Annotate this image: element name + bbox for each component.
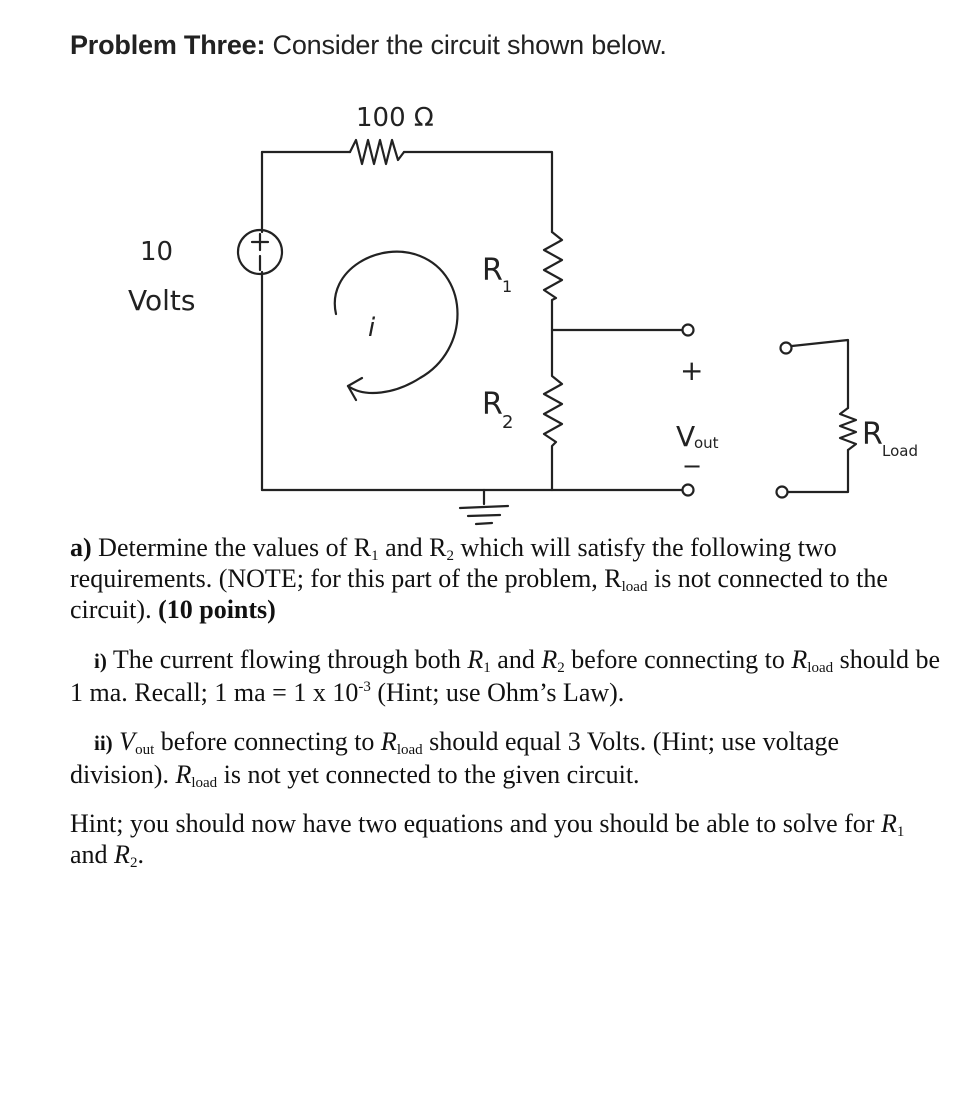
current-label: i [368, 313, 376, 343]
problem-title-rest: Consider the circuit shown below. [265, 30, 667, 60]
ground-line-2 [468, 515, 500, 516]
rload-zigzag [840, 408, 856, 450]
requirement-ii-paragraph [70, 726, 940, 790]
requirement-i-paragraph [70, 644, 940, 708]
requirement-i-exponent: -3 [358, 679, 371, 695]
part-a-subscript: 2 [446, 548, 454, 564]
hint-var: R [114, 840, 130, 869]
source-label-line1: 10 [140, 237, 174, 267]
circuit-diagram [0, 0, 964, 540]
requirement-i-subscript: 1 [483, 660, 491, 676]
part-a-subscript: 1 [371, 548, 379, 564]
problem-title-bold: Problem Three: [70, 30, 266, 60]
rload-top-terminal [781, 343, 792, 354]
part-a-text: and R [378, 533, 447, 562]
top-wire-right [404, 152, 552, 232]
part-a-points: (10 points) [158, 595, 276, 624]
r2-subscript: 2 [502, 412, 514, 433]
part-a-subscript: load [621, 579, 648, 595]
hint-text: . [137, 840, 144, 869]
hint-subscript: 2 [129, 855, 138, 871]
rload-bottom-wire [788, 450, 848, 492]
r1-label: R [482, 253, 503, 288]
part-a-text: which will satisfy the following two requirements. (NOTE; for this part of the problem, R [70, 533, 837, 593]
rload-subscript: Load [882, 442, 918, 460]
requirement-ii-subscript: load [191, 775, 218, 791]
requirement-i-subscript: 2 [557, 660, 565, 676]
requirement-ii-var: R [380, 727, 397, 756]
vout-minus-terminal [683, 485, 694, 496]
vout-plus-terminal [683, 325, 694, 336]
requirement-ii-text: is not yet connected to the given circuit. [217, 760, 640, 789]
r1-zigzag [544, 232, 562, 330]
hint-subscript: 1 [896, 824, 905, 840]
vout-subscript: out [694, 434, 719, 452]
requirement-i-text: should be 1 ma. Recall; 1 ma = 1 x 10 [70, 645, 941, 707]
requirement-ii-var: R [175, 760, 192, 789]
hint-paragraph [70, 808, 940, 870]
hint-text: and [70, 840, 115, 869]
requirement-ii-var: V [119, 727, 136, 756]
part-a-paragraph [70, 532, 940, 625]
rload-label: R [862, 417, 883, 452]
current-loop-arrow [335, 252, 458, 393]
r1-subscript: 1 [502, 277, 513, 296]
top-resistor-label: 100 Ω [356, 103, 434, 133]
ground-line-1 [460, 506, 508, 508]
part-a-label: a) [70, 533, 92, 562]
vout-minus-label: − [682, 452, 703, 480]
r2-zigzag [544, 330, 562, 490]
ground-line-3 [476, 523, 492, 524]
requirement-i-text: (Hint; use Ohm’s Law). [370, 678, 625, 707]
requirement-i-var: R [791, 645, 808, 674]
requirement-ii-label: ii) [94, 731, 113, 755]
requirement-i-var: R [541, 645, 558, 674]
vout-plus-label: + [680, 354, 704, 387]
hint-var: R [880, 809, 897, 838]
requirement-ii-subscript: load [396, 742, 423, 758]
part-a-text: is not connected to the circuit). [70, 564, 888, 624]
requirement-ii-text: should equal 3 Volts. (Hint; use voltage division). [70, 727, 840, 789]
r2-label: R [482, 387, 503, 422]
requirement-i-subscript: load [807, 660, 834, 676]
part-a-text: Determine the values of R [91, 533, 372, 562]
requirement-ii-text: before connecting to [154, 727, 381, 756]
requirement-i-text: The current flowing through both [106, 645, 468, 674]
source-plus-sign [252, 234, 268, 250]
requirement-i-text: and [490, 645, 542, 674]
vout-label: V [676, 420, 696, 453]
source-label-line2: Volts [128, 284, 196, 317]
requirement-i-label: i) [94, 649, 107, 673]
requirement-i-var: R [467, 645, 484, 674]
hint-text: Hint; you should now have two equations and you should be able to solve for [70, 809, 881, 838]
top-resistor-zigzag [350, 140, 404, 164]
requirement-ii-subscript: out [135, 742, 155, 758]
rload-bottom-terminal [777, 487, 788, 498]
requirement-i-text: before connecting to [564, 645, 792, 674]
rload-top-wire [792, 340, 848, 408]
